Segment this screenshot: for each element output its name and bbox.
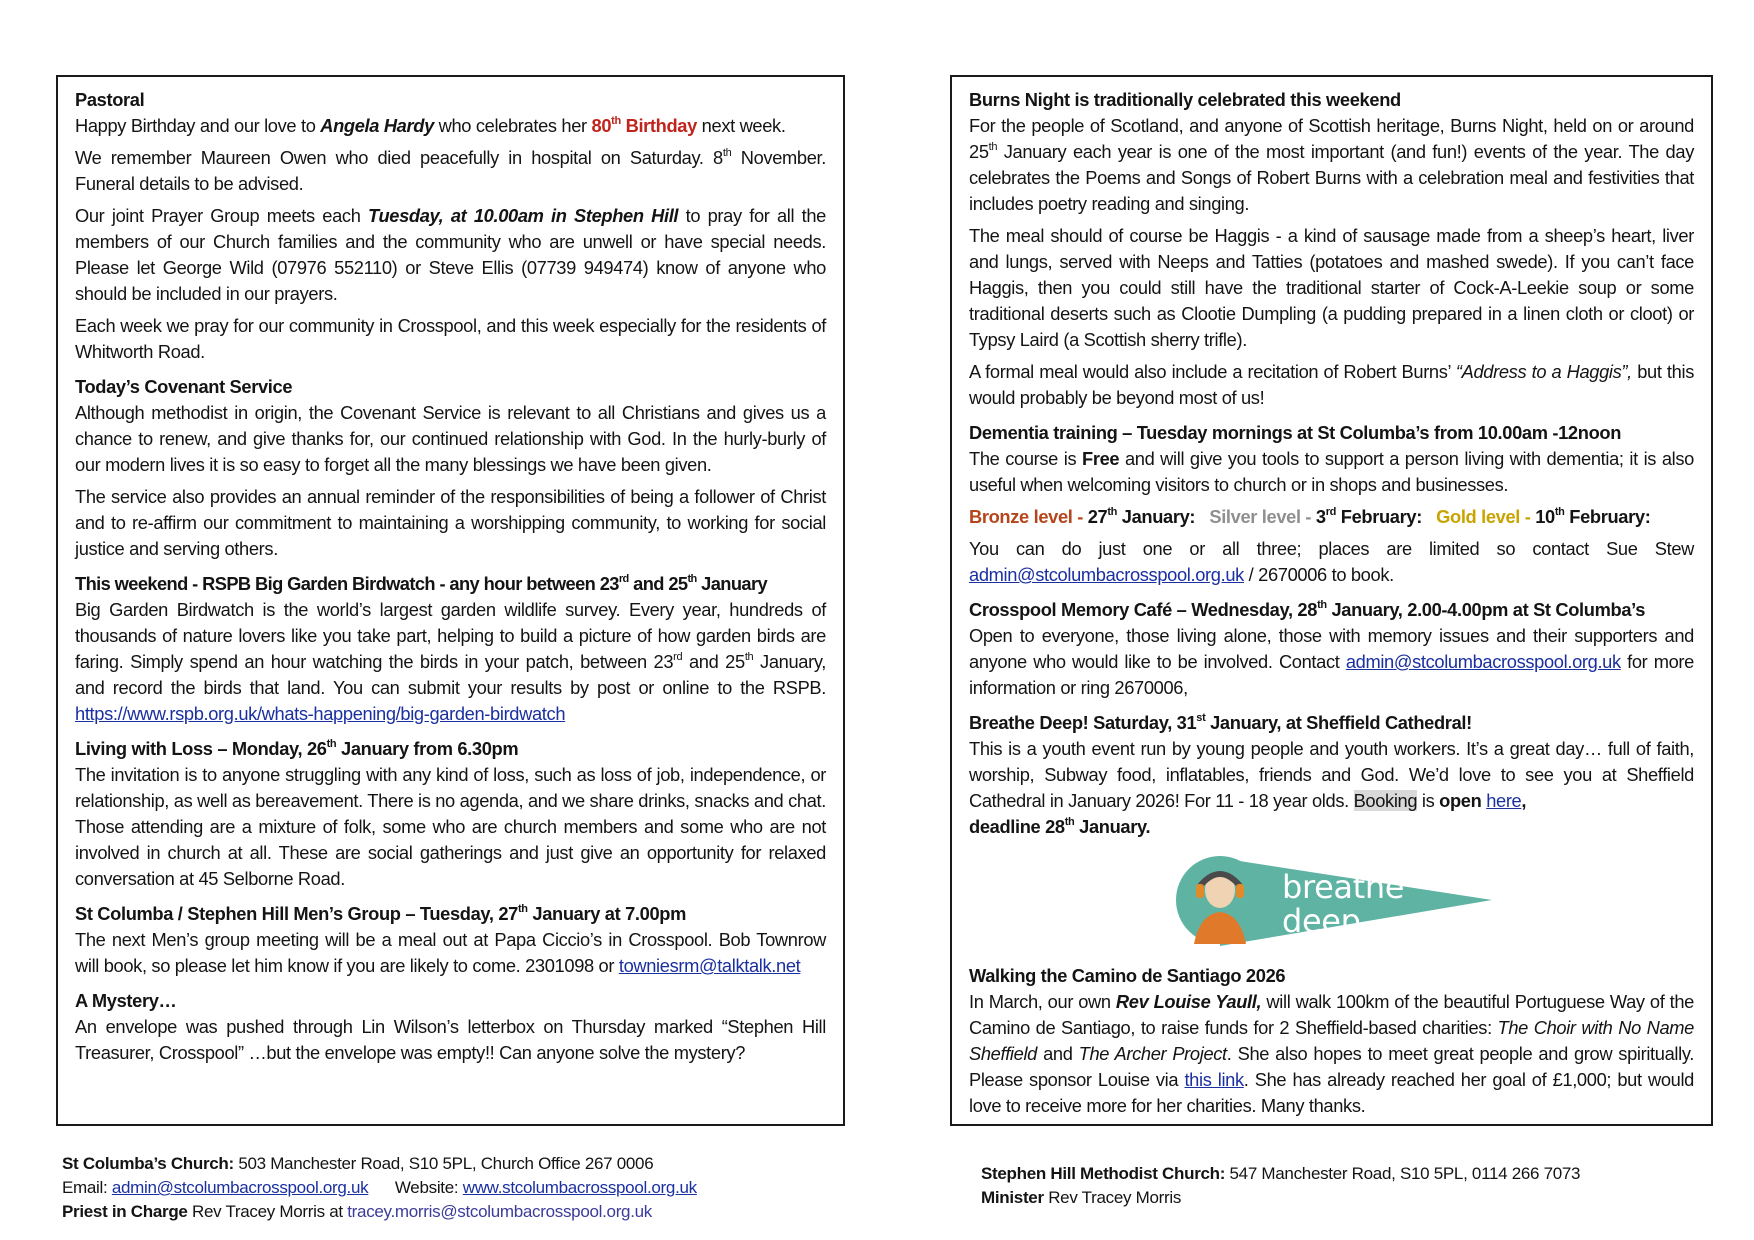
covenant-heading: Today’s Covenant Service bbox=[75, 376, 293, 397]
dementia-heading: Dementia training – Tuesday mornings at St Columba’s from 10.00am -12noon bbox=[969, 422, 1622, 443]
left-column bbox=[56, 75, 845, 1126]
breathe-paragraph: This is a youth event run by young people and youth workers. It’s a great day… full of faith, worship, Subway food, inflatables, friends and God. We’d love to see you at Sheffield Cathedral in January 2026! For 11 - 18 year olds. Booking is open here, bbox=[969, 738, 1694, 811]
covenant-paragraph-1: Although methodist in origin, the Covenant Service is relevant to all Christians and gives us a chance to renew, and give thanks for, our continued relationship with God. In the hurly-burly of our modern lives it is so easy to forget all the many blessings we have been given. bbox=[75, 402, 826, 475]
loss-paragraph: The invitation is to anyone struggling with any kind of loss, such as loss of job, independence, or relationship, as well as bereavement. There is no agenda, and we share drinks, snacks and chat. Those attending are a mixture of folk, some who are church members and some who are not involved in church at all. These are social gatherings and just give an opportunity for relaxed conversation at 45 Selborne Road. bbox=[75, 764, 826, 889]
headphone-left bbox=[1196, 884, 1204, 898]
birdwatch-section bbox=[75, 571, 826, 727]
gold-level-date: 10th February: bbox=[1535, 505, 1651, 527]
footer-priest-line: Priest in Charge Rev Tracey Morris at tracey.morris@stcolumbacrosspool.org.uk bbox=[62, 1202, 652, 1221]
burns-section bbox=[969, 87, 1694, 411]
footer-website-link[interactable]: www.stcolumbacrosspool.org.uk bbox=[462, 1178, 697, 1197]
prayer-group-paragraph: Our joint Prayer Group meets each Tuesday, at 10.00am in Stephen Hill to pray for all the members of our Church families and the community who are unwell or have special needs. Please let George Wild (07976 552110) or Steve Ellis (07739 949474) know of anyone who should be included in our prayers. bbox=[75, 205, 826, 304]
camino-section bbox=[969, 963, 1694, 1119]
dementia-paragraph-1: The course is Free and will give you tools to support a person living with dementia; it is also useful when welcoming visitors to church or in shops and businesses. bbox=[969, 448, 1694, 495]
covenant-paragraph-2: The service also provides an annual reminder of the responsibilities of being a follower of Christ and to re-affirm our commitment to maintaining a worshipping community, to working for social justice and serving others. bbox=[75, 486, 826, 559]
mens-group-paragraph: The next Men’s group meeting will be a meal out at Papa Ciccio’s in Crosspool. Bob Townrow will book, so please let him know if you are likely to come. 2301098 or towniesrm@talktalk.net bbox=[75, 929, 826, 976]
footer-left bbox=[62, 1152, 697, 1224]
footer-contact-line: Email: admin@stcolumbacrosspool.org.uk Website: www.stcolumbacrosspool.org.uk bbox=[62, 1178, 697, 1197]
mens-group-section bbox=[75, 901, 826, 979]
burns-paragraph-3: A formal meal would also include a recitation of Robert Burns’ “Address to a Haggis”, but this would probably be beyond most of us! bbox=[969, 361, 1694, 408]
breathe-deep-logo-graphic bbox=[1172, 846, 1492, 954]
silver-level-date: 3rd February: bbox=[1315, 505, 1422, 527]
cafe-email-link[interactable]: admin@stcolumbacrosspool.org.uk bbox=[1345, 651, 1621, 672]
breathe-heading: Breathe Deep! Saturday, 31st January, at Sheffield Cathedral! bbox=[969, 711, 1472, 733]
bronze-level-date: 27th January: bbox=[1087, 505, 1196, 527]
right-column bbox=[950, 75, 1713, 1126]
camino-paragraph: In March, our own Rev Louise Yaull, will walk 100km of the beautiful Portuguese Way of the Camino de Santiago, to raise funds for 2 Sheffield-based charities: The Choir with No Name Sheffield and The Archer Project. She also hopes to meet great people and grow spiritually. Please sponsor Louise via this link. She has already reached her goal of £1,000; but would love to receive more for her charities. Many thanks. bbox=[969, 991, 1695, 1116]
footer-priest-email[interactable]: tracey.morris@stcolumbacrosspool.org.uk bbox=[347, 1202, 652, 1221]
gold-level-label: Gold level - bbox=[1436, 506, 1536, 527]
birthday-paragraph: Happy Birthday and our love to Angela Hardy who celebrates her 80th Birthday next week. bbox=[75, 114, 786, 136]
camino-sponsor-link[interactable]: this link bbox=[1184, 1069, 1244, 1090]
dementia-paragraph-2: You can do just one or all three; places are limited so contact Sue Stew admin@stcolumbacrosspool.org.uk / 2670006 to book. bbox=[969, 538, 1694, 585]
logo-text-deep: deep bbox=[1281, 902, 1361, 940]
footer-email-link[interactable]: admin@stcolumbacrosspool.org.uk bbox=[111, 1178, 369, 1197]
pastoral-heading: Pastoral bbox=[75, 89, 145, 110]
dementia-email-link[interactable]: admin@stcolumbacrosspool.org.uk bbox=[969, 564, 1244, 585]
mystery-section bbox=[75, 988, 826, 1066]
covenant-section bbox=[75, 374, 826, 562]
burns-heading: Burns Night is traditionally celebrated this weekend bbox=[969, 89, 1401, 110]
dementia-levels bbox=[969, 504, 1694, 530]
breathe-deadline: deadline 28th January. bbox=[969, 815, 1151, 837]
birdwatch-paragraph: Big Garden Birdwatch is the world’s largest garden wildlife survey. Every year, hundreds of thousands of nature lovers like you take part, helping to build a picture of how garden birds are faring. Simply spend an hour watching the birds in your patch, between 23rd and 25th January, and record the birds that land. You can submit your results by post or online to the RSPB. https://www.rspb.org.uk/whats-happening/big-garden-birdwatch bbox=[75, 599, 826, 724]
dementia-section bbox=[969, 420, 1694, 588]
footer-church-line: St Columba’s Church: 503 Manchester Road, S10 5PL, Church Office 267 0006 bbox=[62, 1154, 654, 1173]
bronze-level-label: Bronze level - bbox=[969, 506, 1088, 527]
cafe-heading: Crosspool Memory Café – Wednesday, 28th January, 2.00-4.00pm at St Columba’s bbox=[969, 598, 1646, 620]
burns-paragraph-2: The meal should of course be Haggis - a kind of sausage made from a sheep’s heart, liver and lungs, served with Neeps and Tatties (potatoes and mashed swede). If you can’t face Haggis, then you could still have the traditional starter of Cock-A-Leekie soup or some traditional deserts such as Clootie Dumpling (a pudding prepared in a linen cloth or cloot) or Typsy Laird (a Scottish sherry trifle). bbox=[969, 225, 1694, 350]
remembrance-paragraph: We remember Maureen Owen who died peacefully in hospital on Saturday. 8th November. Funeral details to be advised. bbox=[75, 146, 827, 194]
rspb-link[interactable]: https://www.rspb.org.uk/whats-happening/big-garden-birdwatch bbox=[75, 703, 566, 724]
pastoral-section bbox=[75, 87, 826, 365]
silver-level-label: Silver level - bbox=[1209, 506, 1316, 527]
loss-section bbox=[75, 736, 826, 892]
cafe-section bbox=[969, 597, 1694, 701]
headphone-right bbox=[1236, 884, 1244, 898]
breathe-booking-link[interactable]: here bbox=[1486, 790, 1522, 811]
breathe-deep-logo bbox=[969, 846, 1694, 954]
loss-heading: Living with Loss – Monday, 26th January from 6.30pm bbox=[75, 737, 519, 759]
breathe-section bbox=[969, 710, 1694, 954]
mens-group-heading: St Columba / Stephen Hill Men’s Group – Tuesday, 27th January at 7.00pm bbox=[75, 902, 686, 924]
community-prayer-paragraph: Each week we pray for our community in Crosspool, and this week especially for the residents of Whitworth Road. bbox=[75, 315, 826, 362]
footer-minister-line: Minister Rev Tracey Morris bbox=[981, 1188, 1182, 1207]
mystery-heading: A Mystery… bbox=[75, 990, 177, 1011]
burns-paragraph-1: For the people of Scotland, and anyone of Scottish heritage, Burns Night, held on or around 25th January each year is one of the most important (and fun!) events of the year. The day celebrates the Poems and Songs of Robert Burns with a celebration meal and festivities that includes poetry reading and singing. bbox=[969, 115, 1694, 214]
mystery-paragraph: An envelope was pushed through Lin Wilson’s letterbox on Thursday marked “Stephen Hill Treasurer, Crosspool” …but the envelope was empty!! Can anyone solve the mystery? bbox=[75, 1016, 826, 1063]
camino-heading: Walking the Camino de Santiago 2026 bbox=[969, 965, 1286, 986]
footer-methodist-line: Stephen Hill Methodist Church: 547 Manchester Road, S10 5PL, 0114 266 7073 bbox=[981, 1164, 1581, 1183]
footer-right bbox=[981, 1162, 1580, 1210]
cafe-paragraph: Open to everyone, those living alone, those with memory issues and their supporters and anyone who would like to be involved. Contact admin@stcolumbacrosspool.org.uk for more information or ring 2670006, bbox=[969, 625, 1694, 698]
birdwatch-heading: This weekend - RSPB Big Garden Birdwatch - any hour between 23rd and 25th January bbox=[75, 572, 768, 594]
logo-text-breathe: breathe bbox=[1281, 868, 1404, 906]
mens-group-email-link[interactable]: towniesrm@talktalk.net bbox=[618, 955, 801, 976]
